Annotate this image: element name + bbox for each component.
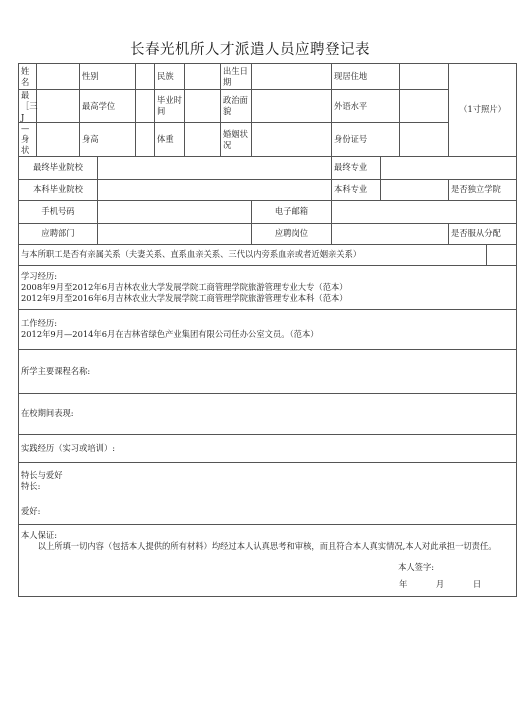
row-undergrad: [19, 179, 517, 200]
health-value[interactable]: [37, 123, 80, 156]
final-major-label: 最终专业: [332, 156, 381, 179]
email-label: 电子邮箱: [252, 200, 332, 223]
marital-value[interactable]: [252, 123, 332, 156]
dept-value[interactable]: [98, 223, 252, 244]
residence-label: 现居住地: [332, 64, 400, 90]
row-final-school: [19, 156, 517, 179]
work-line-1: 2012年9月—2014年6月在吉林省绿色产业集团有限公司任办公室文员。（范本）: [21, 329, 319, 340]
study-line-2: 2012年9月至2016年6月吉林农业大学发展学院工商管理学院旅游管理专业本科（范本）: [21, 292, 348, 303]
courses-label: 所学主要课程名称:: [21, 365, 91, 376]
work-label: 工作经历:: [21, 318, 57, 329]
highest-degree-value[interactable]: [136, 90, 155, 123]
row-courses: [19, 349, 517, 393]
health-label: —身状: [19, 123, 37, 156]
study-label: 学习经历:: [21, 271, 57, 282]
weight-value[interactable]: [185, 123, 221, 156]
post-label: 应聘岗位: [252, 223, 332, 244]
birth-date-label: 出生日期: [221, 64, 252, 90]
courses-section[interactable]: [19, 349, 517, 393]
row-hobbies: [19, 462, 517, 524]
independent-college-label: 是否独立学院: [449, 179, 517, 200]
ethnicity-value[interactable]: [185, 64, 221, 90]
marital-label: 婚姻状况: [221, 123, 252, 156]
obey-label: 是否服从分配: [449, 223, 517, 244]
registration-form: [18, 63, 517, 597]
specialty-label: 特长:: [21, 480, 41, 491]
ethnicity-label: 民族: [155, 64, 185, 90]
gender-value[interactable]: [136, 64, 155, 90]
row-relatives: [19, 244, 517, 265]
foreign-lang-label: 外语水平: [332, 90, 400, 123]
foreign-lang-value[interactable]: [400, 90, 449, 123]
hobbies-title: 特长与爱好: [21, 470, 63, 481]
final-school-label: 最终毕业院校: [19, 156, 98, 179]
political-label: 政治面貌: [221, 90, 252, 123]
height-value[interactable]: [136, 123, 155, 156]
final-school-value[interactable]: [98, 156, 332, 179]
row-basic-2: [19, 90, 517, 123]
undergrad-major-label: 本科专业: [332, 179, 381, 200]
weight-label: 体重: [155, 123, 185, 156]
gender-label: 性别: [80, 64, 136, 90]
undergrad-school-value[interactable]: [98, 179, 332, 200]
email-value[interactable]: [332, 200, 517, 223]
row-basic-1: [19, 64, 517, 90]
height-label: 身高: [80, 123, 136, 156]
row-work: [19, 309, 517, 349]
pledge-section: [19, 524, 517, 596]
undergrad-major-value[interactable]: [381, 179, 449, 200]
name-value[interactable]: [37, 64, 80, 90]
study-section[interactable]: [19, 265, 517, 309]
performance-section[interactable]: [19, 393, 517, 434]
relatives-value[interactable]: [487, 244, 517, 265]
highest-edu-label: 最［三J: [19, 90, 37, 123]
practice-label: 实践经历（实习或培训）:: [21, 442, 116, 453]
row-contact: [19, 200, 517, 223]
name-label: 姓名: [19, 64, 37, 90]
id-number-value[interactable]: [400, 123, 449, 156]
phone-label: 手机号码: [19, 200, 98, 223]
practice-section[interactable]: [19, 434, 517, 462]
residence-value[interactable]: [400, 64, 449, 90]
id-number-label: 身份证号: [332, 123, 400, 156]
grad-time-value[interactable]: [185, 90, 221, 123]
highest-edu-value[interactable]: [37, 90, 80, 123]
row-practice: [19, 434, 517, 462]
form-title: 长春光机所人才派遣人员应聘登记表: [130, 42, 370, 58]
performance-label: 在校期间表现:: [21, 408, 74, 419]
hobby-label: 爱好:: [21, 505, 41, 516]
row-apply: [19, 223, 517, 244]
relatives-label: 与本所职工是否有亲属关系（夫妻关系、直系血亲关系、三代以内旁系血亲或者近姻亲关系）: [19, 244, 487, 265]
pledge-label: 本人保证:: [21, 530, 57, 541]
pledge-text: 以上所填一切内容（包括本人提供的所有材料）均经过本人认真思考和审核，而且符合本人真实情况,本人对此承担一切责任。: [37, 540, 497, 551]
study-line-1: 2008年9月至2012年6月吉林农业大学发展学院工商管理学院旅游管理专业大专（范本）: [21, 281, 348, 292]
highest-degree-label: 最高学位: [80, 90, 136, 123]
dept-label: 应聘部门: [19, 223, 98, 244]
phone-value[interactable]: [98, 200, 252, 223]
final-major-value[interactable]: [381, 156, 517, 179]
row-pledge: [19, 524, 517, 596]
undergrad-school-label: 本科毕业院校: [19, 179, 98, 200]
row-study: [19, 265, 517, 309]
sign-date[interactable]: 年 月 日: [399, 579, 482, 590]
hobbies-section[interactable]: [19, 462, 517, 524]
post-value[interactable]: [332, 223, 449, 244]
grad-time-label: 毕业时间: [155, 90, 185, 123]
row-basic-3: [19, 123, 517, 156]
political-value[interactable]: [252, 90, 332, 123]
work-section[interactable]: [19, 309, 517, 349]
signature-label[interactable]: 本人签字:: [398, 561, 435, 572]
birth-date-value[interactable]: [252, 64, 332, 90]
photo-box[interactable]: （1寸照片）: [449, 64, 517, 157]
row-performance: [19, 393, 517, 434]
